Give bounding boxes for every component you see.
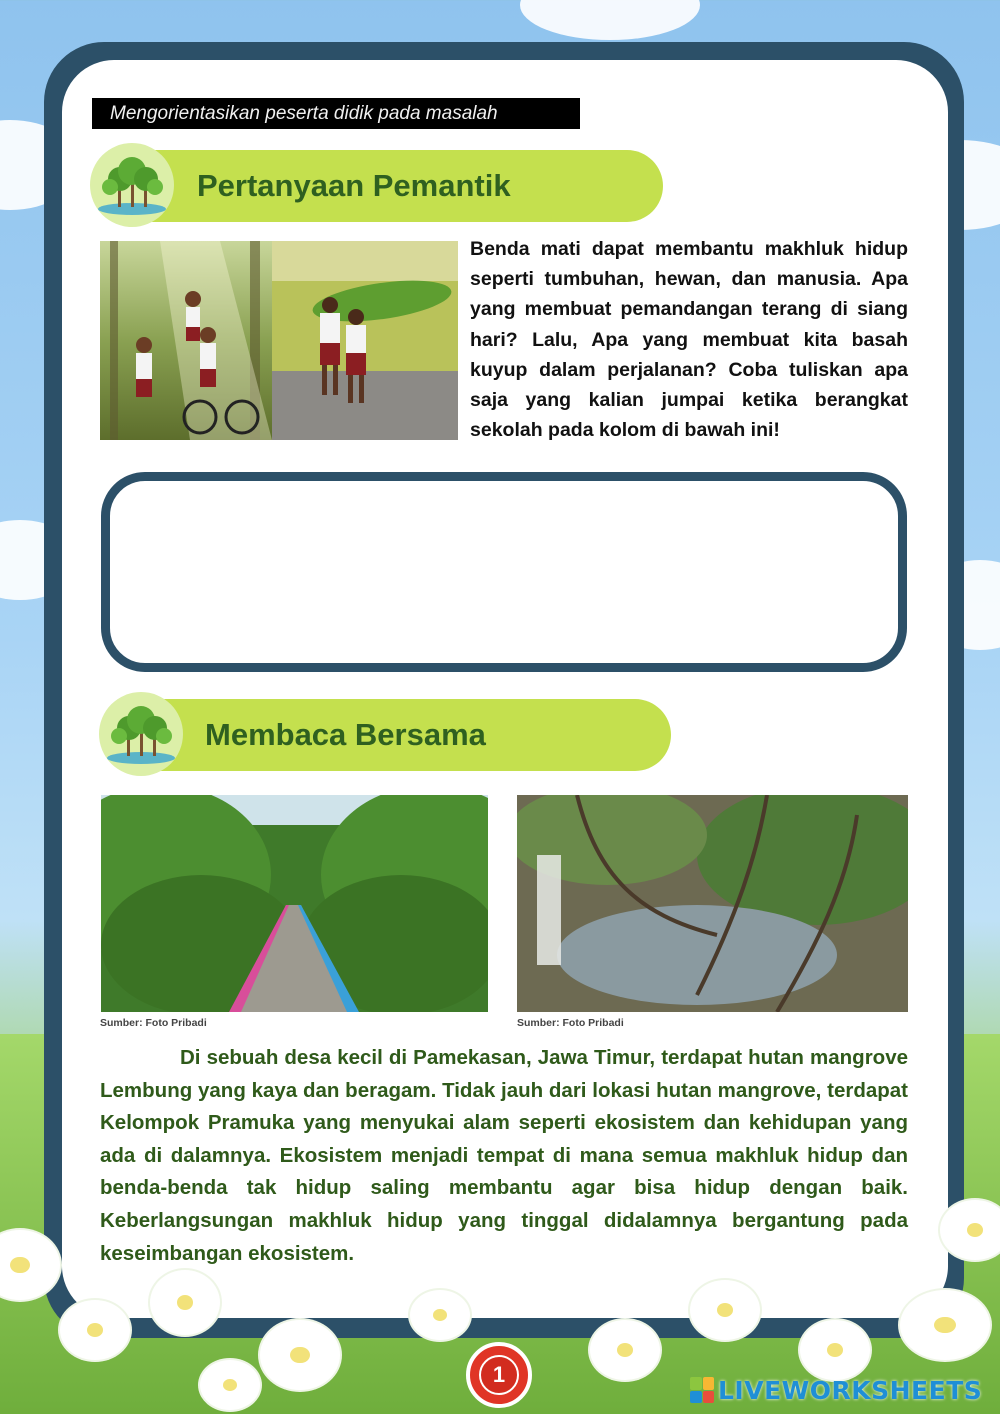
photo-children-cycling <box>100 241 272 440</box>
reading-paragraph-text: Di sebuah desa kecil di Pamekasan, Jawa Timur, terdapat hutan mangrove Lembung yang kaya dan beragam. Tidak jauh dari lokasi hutan mangrove, terdapat Kelompok Pramuka yang menyukai alam seperti ekosistem dan kehidupan yang ada di dalamnya. Ekosistem menjadi tempat di mana semua makhluk hidup dan benda-benda tak hidup saling membantu agar bisa hidup dengan baik. Keberlangsungan makhluk hidup yang tinggal didalamnya bergantung pada keseimbangan ekosistem. <box>100 1046 908 1265</box>
liveworksheets-logo[interactable] <box>690 1372 982 1408</box>
mangrove-tree-icon <box>90 143 174 227</box>
section2-title: Membaca Bersama <box>205 717 486 752</box>
reading-paragraph <box>100 1042 908 1270</box>
liveworksheets-logo-icon <box>690 1377 714 1403</box>
photo-mangrove-boardwalk <box>101 795 488 1012</box>
photo-polluted-mangrove <box>517 795 908 1012</box>
page-number: 1 <box>479 1355 519 1395</box>
section1-title: Pertanyaan Pemantik <box>197 168 511 203</box>
section1-paragraph: Benda mati dapat membantu makhluk hidup seperti tumbuhan, hewan, dan manusia. Apa yang membuat pemandangan terang di siang hari? Lalu, Apa yang membuat kita basah kuyup dalam perjalanan? Coba tuliskan apa saja yang kalian jumpai ketika berangkat sekolah pada kolom di bawah ini! <box>470 238 908 442</box>
phase-label: Mengorientasikan peserta didik pada masalah <box>92 98 580 129</box>
page-number-badge <box>466 1342 532 1408</box>
photo-caption: Sumber: Foto Pribadi <box>100 1017 207 1029</box>
answer-input-box[interactable] <box>101 472 907 672</box>
photo-caption: Sumber: Foto Pribadi <box>517 1017 624 1029</box>
mangrove-tree-icon <box>99 692 183 776</box>
photo-children-leaf-umbrella <box>272 241 458 440</box>
liveworksheets-logo-text: LIVEWORKSHEETS <box>718 1375 983 1405</box>
